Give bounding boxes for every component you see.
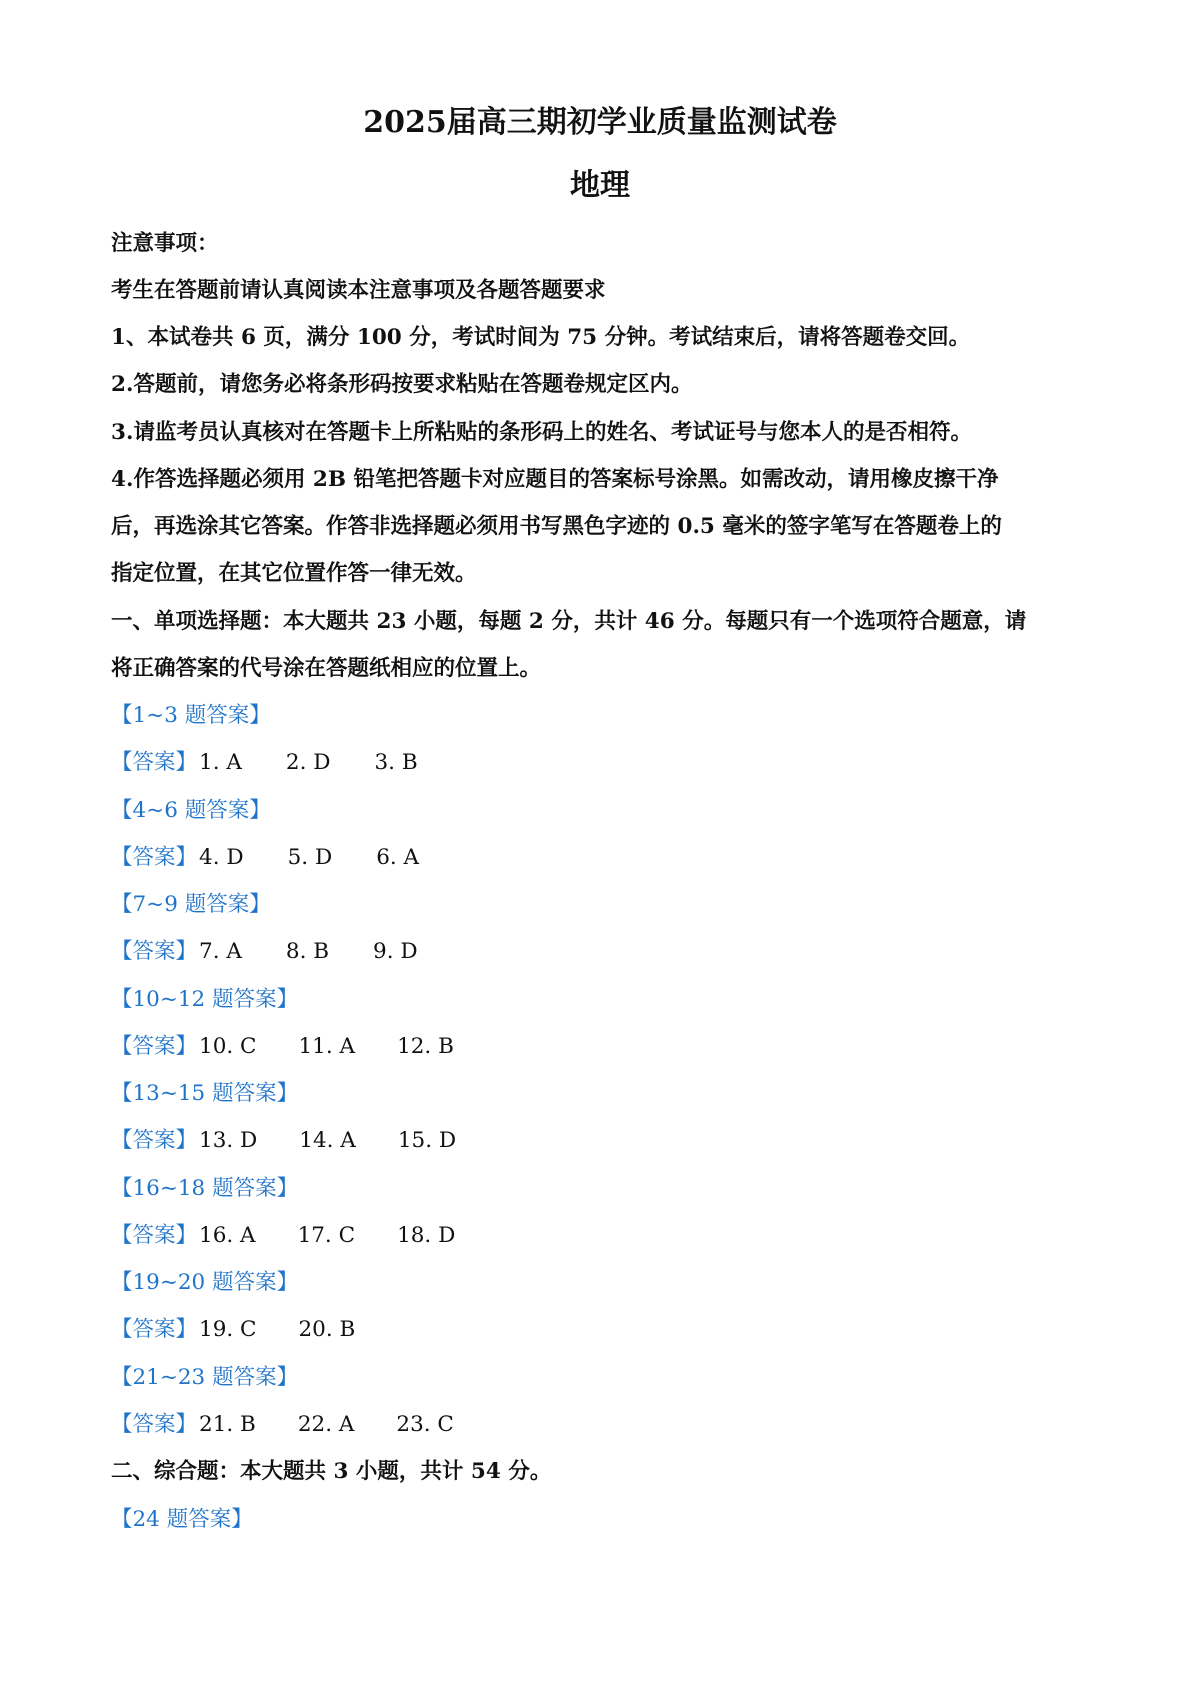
group-title-7-9: 【7~9 题答案】 bbox=[111, 892, 271, 917]
answer-row-16-18 bbox=[111, 1221, 1101, 1251]
answer-item: 6. A bbox=[376, 845, 420, 870]
answer-item: 20. B bbox=[298, 1317, 356, 1342]
answer-item: 15. D bbox=[397, 1128, 457, 1153]
group-title-1-3: 【1~3 题答案】 bbox=[111, 703, 271, 728]
answer-item: 7. A bbox=[199, 939, 242, 964]
answer-item: 13. D bbox=[199, 1128, 258, 1153]
group-title-21-23: 【21~23 题答案】 bbox=[111, 1365, 299, 1390]
answer-item: 11. A bbox=[298, 1034, 356, 1059]
answer-item: 22. A bbox=[297, 1412, 355, 1437]
answer-row-21-23 bbox=[111, 1410, 1101, 1440]
group-title-10-12: 【10~12 题答案】 bbox=[111, 987, 299, 1012]
answer-row-19-20 bbox=[111, 1315, 1101, 1345]
answer-item: 12. B bbox=[397, 1034, 454, 1059]
section1-heading-line-1: 一、单项选择题：本大题共 23 小题，每题 2 分，共计 46 分。每题只有一个选项符合题意，请 bbox=[111, 609, 1027, 634]
subject-title: 地理 bbox=[570, 168, 630, 203]
answer-item: 4. D bbox=[199, 845, 244, 870]
answer-label: 【答案】 bbox=[111, 750, 198, 775]
section2-heading: 二、综合题：本大题共 3 小题，共计 54 分。 bbox=[111, 1459, 552, 1484]
answer-item: 23. C bbox=[396, 1412, 454, 1437]
group-title-16-18: 【16~18 题答案】 bbox=[111, 1176, 299, 1201]
notice-item-4-line-3: 指定位置，在其它位置作答一律无效。 bbox=[111, 561, 477, 586]
answer-item: 14. A bbox=[299, 1128, 356, 1153]
answer-label: 【答案】 bbox=[111, 845, 198, 870]
exam-title: 2025届高三期初学业质量监测试卷 bbox=[363, 105, 837, 140]
answer-item: 8. B bbox=[285, 939, 330, 964]
answer-row-4-6 bbox=[111, 843, 1101, 873]
answer-item: 10. C bbox=[199, 1034, 257, 1059]
group-title-4-6: 【4~6 题答案】 bbox=[111, 798, 271, 823]
answer-item: 2. D bbox=[285, 750, 331, 775]
notice-item-2: 2.答题前，请您务必将条形码按要求粘贴在答题卷规定区内。 bbox=[111, 372, 693, 397]
notice-heading: 注意事项： bbox=[111, 231, 219, 256]
answer-label: 【答案】 bbox=[111, 1223, 198, 1248]
answer-row-10-12 bbox=[111, 1032, 1101, 1062]
notice-item-3: 3.请监考员认真核对在答题卡上所粘贴的条形码上的姓名、考试证号与您本人的是否相符。 bbox=[111, 420, 972, 445]
answer-item: 16. A bbox=[199, 1223, 256, 1248]
answer-item: 21. B bbox=[199, 1412, 256, 1437]
answer-item: 1. A bbox=[199, 750, 242, 775]
group-title-13-15: 【13~15 题答案】 bbox=[111, 1081, 299, 1106]
answer-item: 9. D bbox=[373, 939, 418, 964]
answer-item: 19. C bbox=[199, 1317, 257, 1342]
group-title-24: 【24 题答案】 bbox=[111, 1507, 253, 1532]
answer-item: 18. D bbox=[397, 1223, 456, 1248]
answer-label: 【答案】 bbox=[111, 1034, 198, 1059]
group-title-19-20: 【19~20 题答案】 bbox=[111, 1270, 299, 1295]
section1-heading-line-2: 将正确答案的代号涂在答题纸相应的位置上。 bbox=[111, 656, 542, 681]
answer-item: 17. C bbox=[297, 1223, 356, 1248]
notice-item-1: 1、本试卷共 6 页，满分 100 分，考试时间为 75 分钟。考试结束后，请将答题卷交回。 bbox=[111, 325, 971, 350]
answer-item: 3. B bbox=[374, 750, 418, 775]
answer-label: 【答案】 bbox=[111, 939, 198, 964]
answer-label: 【答案】 bbox=[111, 1412, 198, 1437]
answer-label: 【答案】 bbox=[111, 1128, 198, 1153]
answer-row-1-3 bbox=[111, 748, 1101, 778]
notice-item-4-line-1: 4.作答选择题必须用 2B 铅笔把答题卡对应题目的答案标号涂黑。如需改动，请用橡皮擦干净 bbox=[111, 467, 999, 492]
notice-intro: 考生在答题前请认真阅读本注意事项及各题答题要求 bbox=[111, 278, 606, 303]
answer-item: 5. D bbox=[287, 845, 333, 870]
answer-label: 【答案】 bbox=[111, 1317, 198, 1342]
answer-row-13-15 bbox=[111, 1126, 1101, 1156]
notice-item-4-line-2: 后，再选涂其它答案。作答非选择题必须用书写黑色字迹的 0.5 毫米的签字笔写在答题卷上的 bbox=[111, 514, 1002, 539]
answer-row-7-9 bbox=[111, 937, 1101, 967]
